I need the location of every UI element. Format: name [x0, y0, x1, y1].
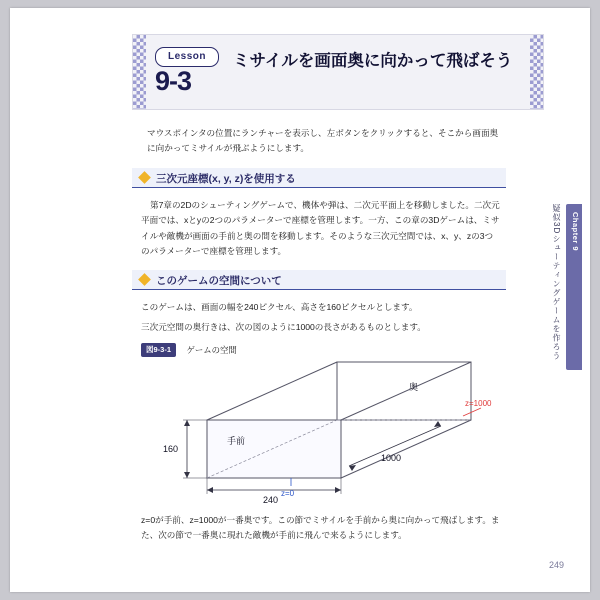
- checker-pattern-left: [133, 35, 146, 109]
- section-heading-coordinates: [132, 168, 506, 188]
- figure-label-width: 240: [263, 495, 279, 505]
- figure-label-back: 奥: [409, 382, 419, 392]
- lesson-header-banner: [132, 34, 544, 110]
- figure-caption: [141, 341, 237, 353]
- page-number: 249: [548, 560, 564, 570]
- section-2-body-line2: 三次元空間の奥行きは、次の図のように1000の長さがあるものとします。: [141, 322, 426, 332]
- closing-paragraph: z=0が手前、z=1000が一番奥です。この節でミサイルを手前から奥に向かって飛ばします。また、次の節で一番奥に現れた敵機が手前に飛んで来るようにします。: [141, 515, 500, 541]
- lesson-title: ミサイルを画面奥に向かって飛ばそう: [233, 52, 513, 70]
- chapter-label: Chapter 9: [571, 212, 580, 252]
- section-heading-label: 三次元座標(x, y, z)を使用する: [156, 173, 296, 185]
- section-heading-game-space: [132, 270, 506, 290]
- figure-number: 図9-3-1: [141, 343, 176, 357]
- intro-paragraph: マウスポインタの位置にランチャーを表示し、左ボタンをクリックすると、そこから画面奥に向かってミサイルが飛ぶようにします。: [147, 128, 499, 154]
- figure-label-front: 手前: [227, 436, 246, 446]
- section-1-body: 第7章の2Dのシューティングゲームで、機体や弾は、二次元平面上を移動しました。二次元平面では、xとyの2つのパラメーターで座標を管理します。一方、この章の3Dゲームは、ミサイルや敵機が画面の手前と奥の間を移動します。そのような三次元空間では、x、y、zの3つのパラメーターで座標を管理します。: [141, 200, 500, 257]
- section-2-body-line1: このゲームは、画面の幅を240ピクセル、高さを160ピクセルとします。: [141, 302, 418, 312]
- figure-label-height: 160: [163, 444, 179, 454]
- figure-game-space-diagram: [141, 356, 501, 506]
- section-heading-label: このゲームの空間について: [156, 275, 282, 287]
- chapter-side-tab: [566, 204, 582, 370]
- figure-label-depth: 1000: [381, 453, 402, 463]
- diamond-icon: [138, 171, 151, 184]
- figure-label: ゲームの空間: [186, 344, 237, 355]
- lesson-tag: Lesson: [155, 47, 219, 67]
- figure-label-z-max: z=1000: [465, 399, 492, 408]
- book-page: [10, 8, 590, 592]
- diagram-svg: [141, 356, 501, 506]
- chapter-side-title: 疑似3Dシューティングゲームを作ろう: [552, 204, 561, 361]
- figure-label-z-zero: z=0: [281, 489, 295, 498]
- checker-pattern-right: [530, 35, 543, 109]
- lesson-number: 9-3: [155, 66, 192, 96]
- diamond-icon: [138, 273, 151, 286]
